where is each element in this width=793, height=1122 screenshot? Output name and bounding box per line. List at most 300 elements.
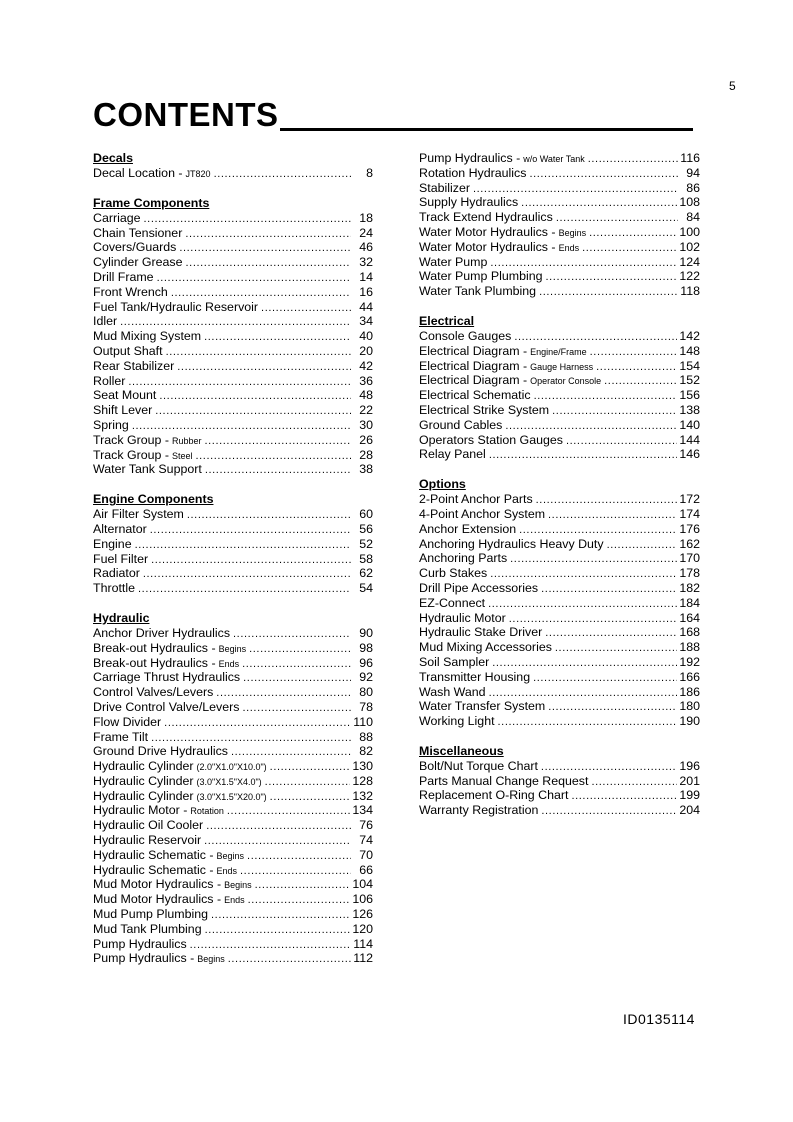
entry-label-text: Curb Stakes	[419, 566, 488, 581]
entry-page-number: 66	[359, 862, 373, 877]
entry-page-number: 60	[359, 507, 373, 522]
toc-entry[interactable]	[93, 166, 373, 181]
entry-page-number: 46	[359, 240, 373, 255]
dot-leader	[135, 538, 351, 553]
dot-leader	[157, 271, 351, 286]
page-title: CONTENTS	[93, 96, 279, 133]
toc-entry[interactable]	[93, 877, 373, 892]
toc-entry[interactable]	[93, 685, 373, 700]
entry-label	[419, 551, 507, 566]
dot-leader	[514, 330, 677, 345]
entry-page-number: 152	[679, 373, 700, 388]
toc-entry[interactable]	[419, 596, 700, 611]
dot-leader	[204, 330, 351, 345]
toc-entry[interactable]	[419, 373, 700, 388]
entry-label	[419, 640, 552, 655]
toc-entry[interactable]	[93, 789, 373, 804]
entry-label-text: Electrical Strike System	[419, 402, 550, 417]
toc-entry[interactable]	[419, 714, 700, 729]
toc-entry[interactable]	[93, 848, 373, 863]
entry-label	[419, 507, 545, 522]
toc-entry[interactable]	[419, 522, 700, 537]
toc-entry[interactable]	[93, 226, 373, 241]
toc-entry[interactable]	[93, 211, 373, 226]
toc-entry[interactable]	[93, 329, 373, 344]
toc-entry[interactable]	[93, 433, 373, 448]
entry-label-text: Drill Frame	[93, 269, 154, 284]
entry-label	[419, 344, 587, 360]
dot-leader	[166, 345, 351, 360]
entry-label	[93, 211, 141, 226]
entry-label-text: Hydraulic Motor	[419, 610, 506, 625]
entry-label-text: Control Valves/Levers	[93, 685, 214, 700]
entry-label-text: Hydraulic Stake Driver	[419, 625, 543, 640]
entry-page-number: 116	[680, 151, 700, 165]
dot-leader	[231, 745, 351, 760]
toc-entry[interactable]	[93, 774, 373, 789]
toc-entry[interactable]	[419, 670, 700, 685]
entry-page-number: 106	[352, 892, 373, 907]
entry-label	[419, 269, 543, 284]
dot-leader	[545, 626, 677, 641]
entry-label-text: Track Group -	[93, 447, 169, 462]
entry-page-number: 92	[359, 670, 373, 685]
entry-label	[93, 462, 202, 477]
entry-label-text: Mud Mixing Accessories	[419, 640, 552, 655]
dot-leader	[144, 212, 351, 227]
entry-page-number: 56	[359, 521, 373, 536]
entry-label	[93, 848, 244, 864]
entry-page-number: 124	[679, 254, 700, 269]
dot-leader	[233, 627, 351, 642]
dot-leader	[206, 819, 351, 834]
toc-column-right	[419, 151, 700, 833]
entry-page-number: 146	[679, 447, 700, 462]
dot-leader	[214, 167, 351, 182]
entry-page-number: 138	[679, 402, 700, 417]
toc-entry[interactable]	[93, 403, 373, 418]
entry-label	[419, 714, 495, 729]
entry-label	[419, 625, 542, 640]
entry-page-number: 168	[679, 625, 700, 640]
entry-page-number: 42	[359, 358, 373, 373]
toc-entry[interactable]	[419, 151, 700, 166]
toc-entry[interactable]	[93, 374, 373, 389]
toc-entry[interactable]	[93, 566, 373, 581]
entry-label	[93, 270, 154, 285]
toc-entry[interactable]	[93, 730, 373, 745]
dot-leader	[190, 938, 351, 953]
toc-entry[interactable]	[93, 448, 373, 463]
entry-page-number: 126	[352, 907, 373, 922]
toc-entry[interactable]	[93, 344, 373, 359]
toc-entry[interactable]	[93, 907, 373, 922]
entry-page-number: 142	[679, 328, 700, 343]
entry-label-text: Drive Control Valve/Levers	[93, 699, 240, 714]
entry-label	[419, 655, 489, 670]
entry-label	[93, 951, 225, 967]
entry-page-number: 100	[679, 224, 700, 239]
entry-label-text: Track Extend Hydraulics	[419, 210, 553, 225]
entry-label	[93, 388, 156, 403]
entry-label-text: Bolt/Nut Torque Chart	[419, 758, 538, 773]
dot-leader	[489, 686, 678, 701]
toc-entry[interactable]	[419, 581, 700, 596]
entry-page-number: 74	[359, 833, 373, 848]
entry-page-number: 188	[679, 640, 700, 655]
entry-page-number: 192	[679, 654, 700, 669]
entry-note: (3.0"X1.5"X20.0")	[196, 791, 267, 802]
entry-note: Rotation	[190, 806, 224, 817]
entry-note: (3.0"X1.5"X4.0")	[196, 776, 262, 787]
toc-entry[interactable]	[93, 641, 373, 656]
entry-label	[93, 789, 267, 805]
entry-label	[93, 715, 161, 730]
toc-entry[interactable]	[419, 359, 700, 374]
toc-entry[interactable]	[419, 225, 700, 240]
toc-entry[interactable]	[93, 270, 373, 285]
dot-leader	[151, 731, 351, 746]
toc-entry[interactable]	[93, 285, 373, 300]
entry-label	[419, 447, 486, 462]
toc-entry[interactable]	[419, 551, 700, 566]
dot-leader	[205, 463, 351, 478]
dot-leader	[590, 345, 678, 360]
dot-leader	[604, 374, 677, 389]
entry-label-text: Mud Tank Plumbing	[93, 921, 202, 936]
entry-label-text: Fuel Filter	[93, 551, 149, 566]
entry-note: Operator Console	[530, 376, 602, 387]
entry-label-text: Working Light	[419, 714, 495, 729]
dot-leader	[211, 908, 350, 923]
toc-entry[interactable]	[419, 210, 700, 225]
entry-label	[419, 803, 538, 818]
entry-label-text: Pump Hydraulics	[93, 936, 187, 951]
entry-label-text: Chain Tensioner	[93, 225, 183, 240]
entry-note: Engine/Frame	[530, 346, 587, 357]
toc-entry[interactable]	[93, 255, 373, 270]
entry-label-text: Hydraulic Cylinder	[93, 759, 194, 774]
entry-label-text: Hydraulic Oil Cooler	[93, 818, 204, 833]
entry-note: Begins	[216, 850, 245, 861]
entry-label-text: 2-Point Anchor Parts	[419, 492, 533, 507]
toc-entry[interactable]	[419, 195, 700, 210]
toc-section	[419, 314, 700, 462]
toc-entry[interactable]	[419, 759, 700, 774]
entry-label-text: 4-Point Anchor System	[419, 506, 546, 521]
section-heading: Decals	[93, 151, 133, 165]
entry-label-text: Mud Motor Hydraulics -	[93, 892, 222, 907]
dot-leader	[242, 701, 351, 716]
entry-label	[419, 255, 487, 270]
entry-label-text: Water Transfer System	[419, 699, 546, 714]
toc-entry[interactable]	[419, 329, 700, 344]
entry-label-text: Mud Motor Hydraulics -	[93, 877, 222, 892]
toc-entry[interactable]	[419, 655, 700, 670]
entry-page-number: 196	[679, 758, 700, 773]
entry-page-number: 184	[679, 595, 700, 610]
entry-label-text: Replacement O-Ring Chart	[419, 788, 569, 803]
entry-note: Ends	[558, 242, 580, 253]
entry-label	[419, 181, 470, 196]
dot-leader	[519, 523, 677, 538]
entry-label	[419, 240, 579, 256]
entry-page-number: 52	[359, 536, 373, 551]
dot-leader	[509, 612, 678, 627]
entry-note: Ends	[216, 865, 238, 876]
toc-entry[interactable]	[419, 433, 700, 448]
entry-label	[419, 329, 511, 344]
entry-label	[419, 670, 530, 685]
entry-page-number: 54	[359, 581, 373, 596]
entry-label-text: Flow Divider	[93, 714, 162, 729]
dot-leader	[270, 790, 351, 805]
toc-entry[interactable]	[419, 181, 700, 196]
dot-leader	[489, 448, 678, 463]
entry-page-number: 204	[679, 803, 700, 818]
toc-entry[interactable]	[419, 611, 700, 626]
entry-label-text: Shift Lever	[93, 403, 153, 418]
dot-leader	[555, 641, 677, 656]
dot-leader	[607, 538, 678, 553]
toc-entry[interactable]	[93, 300, 373, 315]
toc-entry[interactable]	[93, 626, 373, 641]
toc-entry[interactable]	[93, 656, 373, 671]
toc-section	[419, 744, 700, 818]
toc-entry[interactable]	[93, 522, 373, 537]
toc-entry[interactable]	[93, 537, 373, 552]
entry-label	[93, 818, 203, 833]
toc-entry[interactable]	[419, 788, 700, 803]
entry-page-number: 40	[359, 329, 373, 344]
toc-entry[interactable]	[419, 803, 700, 818]
entry-label	[93, 907, 208, 922]
dot-leader	[265, 775, 351, 790]
dot-leader	[171, 286, 351, 301]
entry-label-text: Carriage	[93, 210, 141, 225]
entry-label-text: Radiator	[93, 566, 140, 581]
entry-page-number: 62	[359, 566, 373, 581]
entry-label	[93, 566, 140, 581]
toc-section	[93, 611, 373, 966]
toc-entry[interactable]	[419, 774, 700, 789]
entry-label-text: Spring	[93, 417, 129, 432]
entry-label	[93, 656, 239, 672]
toc-entry[interactable]	[93, 418, 373, 433]
dot-leader	[228, 952, 351, 967]
entry-label-text: Electrical Diagram -	[419, 373, 528, 388]
toc-entry[interactable]	[419, 447, 700, 462]
toc-entry[interactable]	[93, 552, 373, 567]
toc-entry[interactable]	[93, 937, 373, 952]
toc-entry[interactable]	[93, 507, 373, 522]
entry-label	[419, 225, 586, 241]
dot-leader	[247, 849, 351, 864]
entry-page-number: 48	[359, 388, 373, 403]
entry-note: (2.0"X1.0"X10.0")	[196, 762, 267, 773]
dot-leader	[546, 270, 678, 285]
entry-page-number: 88	[359, 729, 373, 744]
toc-entry[interactable]	[419, 284, 700, 299]
page-title-block	[93, 97, 693, 137]
entry-label-text: Water Pump Plumbing	[419, 269, 543, 284]
dot-leader	[488, 597, 677, 612]
dot-leader	[177, 360, 351, 375]
entry-note: Begins	[558, 227, 587, 238]
section-heading: Frame Components	[93, 195, 210, 210]
toc-entry[interactable]	[93, 462, 373, 477]
entry-label	[93, 285, 168, 300]
dot-leader	[541, 804, 677, 819]
entry-page-number: 176	[679, 521, 700, 536]
entry-label	[93, 255, 183, 270]
entry-page-number: 22	[359, 403, 373, 418]
entry-note: Rubber	[171, 435, 202, 446]
entry-page-number: 190	[679, 714, 700, 729]
dot-leader	[150, 523, 351, 538]
entry-label-text: Output Shaft	[93, 343, 163, 358]
entry-label-text: Pump Hydraulics -	[419, 151, 521, 165]
toc-entry[interactable]	[419, 492, 700, 507]
entry-label	[419, 166, 526, 181]
entry-label	[93, 700, 239, 715]
entry-label-text: Water Tank Support	[93, 462, 202, 477]
dot-leader	[529, 167, 678, 182]
entry-label-text: Mud Pump Plumbing	[93, 907, 209, 922]
toc-entry[interactable]	[93, 581, 373, 596]
toc-entry[interactable]	[93, 744, 373, 759]
entry-label-text: Soil Sampler	[419, 654, 490, 669]
toc-entry[interactable]	[419, 255, 700, 270]
toc-entry[interactable]	[93, 759, 373, 774]
toc-entry[interactable]	[419, 507, 700, 522]
dot-leader	[155, 404, 351, 419]
toc-entry[interactable]	[93, 715, 373, 730]
toc-entry[interactable]	[93, 892, 373, 907]
entry-label-text: Cylinder Grease	[93, 255, 183, 270]
entry-page-number: 186	[679, 684, 700, 699]
toc-entry[interactable]	[93, 803, 373, 818]
entry-page-number: 58	[359, 551, 373, 566]
toc-entry[interactable]	[419, 344, 700, 359]
entry-label-text: Decal Location -	[93, 166, 183, 180]
toc-entry[interactable]	[93, 314, 373, 329]
entry-label	[419, 759, 538, 774]
entry-label-text: Transmitter Housing	[419, 669, 531, 684]
toc-entry[interactable]	[93, 240, 373, 255]
dot-leader	[534, 389, 678, 404]
toc-entry[interactable]	[93, 833, 373, 848]
toc-entry[interactable]	[93, 670, 373, 685]
entry-label-text: Parts Manual Change Request	[419, 773, 589, 788]
entry-page-number: 118	[680, 284, 700, 299]
entry-page-number: 86	[686, 180, 700, 195]
dot-leader	[243, 671, 351, 686]
dot-leader	[159, 389, 351, 404]
toc-entry[interactable]	[419, 625, 700, 640]
entry-label-text: Console Gauges	[419, 328, 512, 343]
entry-page-number: 102	[679, 239, 700, 254]
entry-label	[93, 344, 163, 359]
entry-page-number: 98	[359, 640, 373, 655]
entry-label-text: EZ-Connect	[419, 595, 486, 610]
entry-label	[93, 670, 240, 685]
toc-entry[interactable]	[419, 240, 700, 255]
entry-page-number: 82	[359, 744, 373, 759]
entry-page-number: 112	[353, 951, 373, 966]
dot-leader	[255, 878, 351, 893]
entry-label	[419, 492, 533, 507]
entry-page-number: 104	[352, 877, 373, 892]
dot-leader	[498, 715, 678, 730]
entry-page-number: 122	[679, 269, 700, 284]
toc-entry[interactable]	[93, 951, 373, 966]
toc-entry[interactable]	[93, 700, 373, 715]
toc-entry[interactable]	[419, 685, 700, 700]
entry-label	[419, 210, 553, 225]
entry-label-text: Pump Hydraulics -	[93, 951, 195, 966]
toc-entry[interactable]	[419, 418, 700, 433]
dot-leader	[216, 686, 351, 701]
toc-entry[interactable]	[419, 388, 700, 403]
dot-leader	[548, 700, 677, 715]
dot-leader	[143, 567, 351, 582]
entry-label	[419, 611, 506, 626]
entry-page-number: 178	[679, 566, 700, 581]
entry-page-number: 38	[359, 462, 373, 477]
toc-entry[interactable]	[93, 818, 373, 833]
entry-label	[93, 863, 237, 879]
toc-entry[interactable]	[93, 359, 373, 374]
entry-label-text: Hydraulic Schematic -	[93, 847, 214, 862]
entry-label-text: Hydraulic Reservoir	[93, 833, 202, 848]
toc-section	[93, 151, 373, 181]
toc-entry[interactable]	[93, 388, 373, 403]
entry-label-text: Anchor Driver Hydraulics	[93, 625, 231, 640]
entry-note: Begins	[224, 880, 252, 891]
entry-label	[93, 937, 187, 952]
entry-page-number: 24	[359, 225, 373, 240]
toc-entry[interactable]	[419, 537, 700, 552]
entry-page-number: 134	[352, 803, 373, 818]
entry-page-number: 130	[352, 759, 373, 774]
entry-label	[419, 151, 585, 167]
entry-label	[93, 641, 246, 657]
entry-label-text: Anchoring Hydraulics Heavy Duty	[419, 536, 604, 551]
entry-label	[419, 359, 593, 375]
toc-entry[interactable]	[93, 863, 373, 878]
toc-entry[interactable]	[419, 403, 700, 418]
toc-entry[interactable]	[419, 269, 700, 284]
entry-page-number: 154	[679, 358, 700, 373]
entry-label-text: Ground Cables	[419, 417, 503, 432]
entry-label	[419, 685, 486, 700]
entry-label	[93, 448, 192, 464]
toc-entry[interactable]	[419, 166, 700, 181]
dot-leader	[261, 301, 351, 316]
entry-label	[419, 195, 518, 210]
entry-label	[93, 581, 135, 596]
toc-entry[interactable]	[93, 922, 373, 937]
toc-entry[interactable]	[419, 699, 700, 714]
entry-label-text: Drill Pipe Accessories	[419, 580, 539, 595]
toc-entry[interactable]	[419, 566, 700, 581]
dot-leader	[492, 656, 677, 671]
entry-label	[419, 537, 604, 552]
entry-page-number: 164	[679, 610, 700, 625]
entry-page-number: 20	[359, 343, 373, 358]
toc-entry[interactable]	[419, 640, 700, 655]
